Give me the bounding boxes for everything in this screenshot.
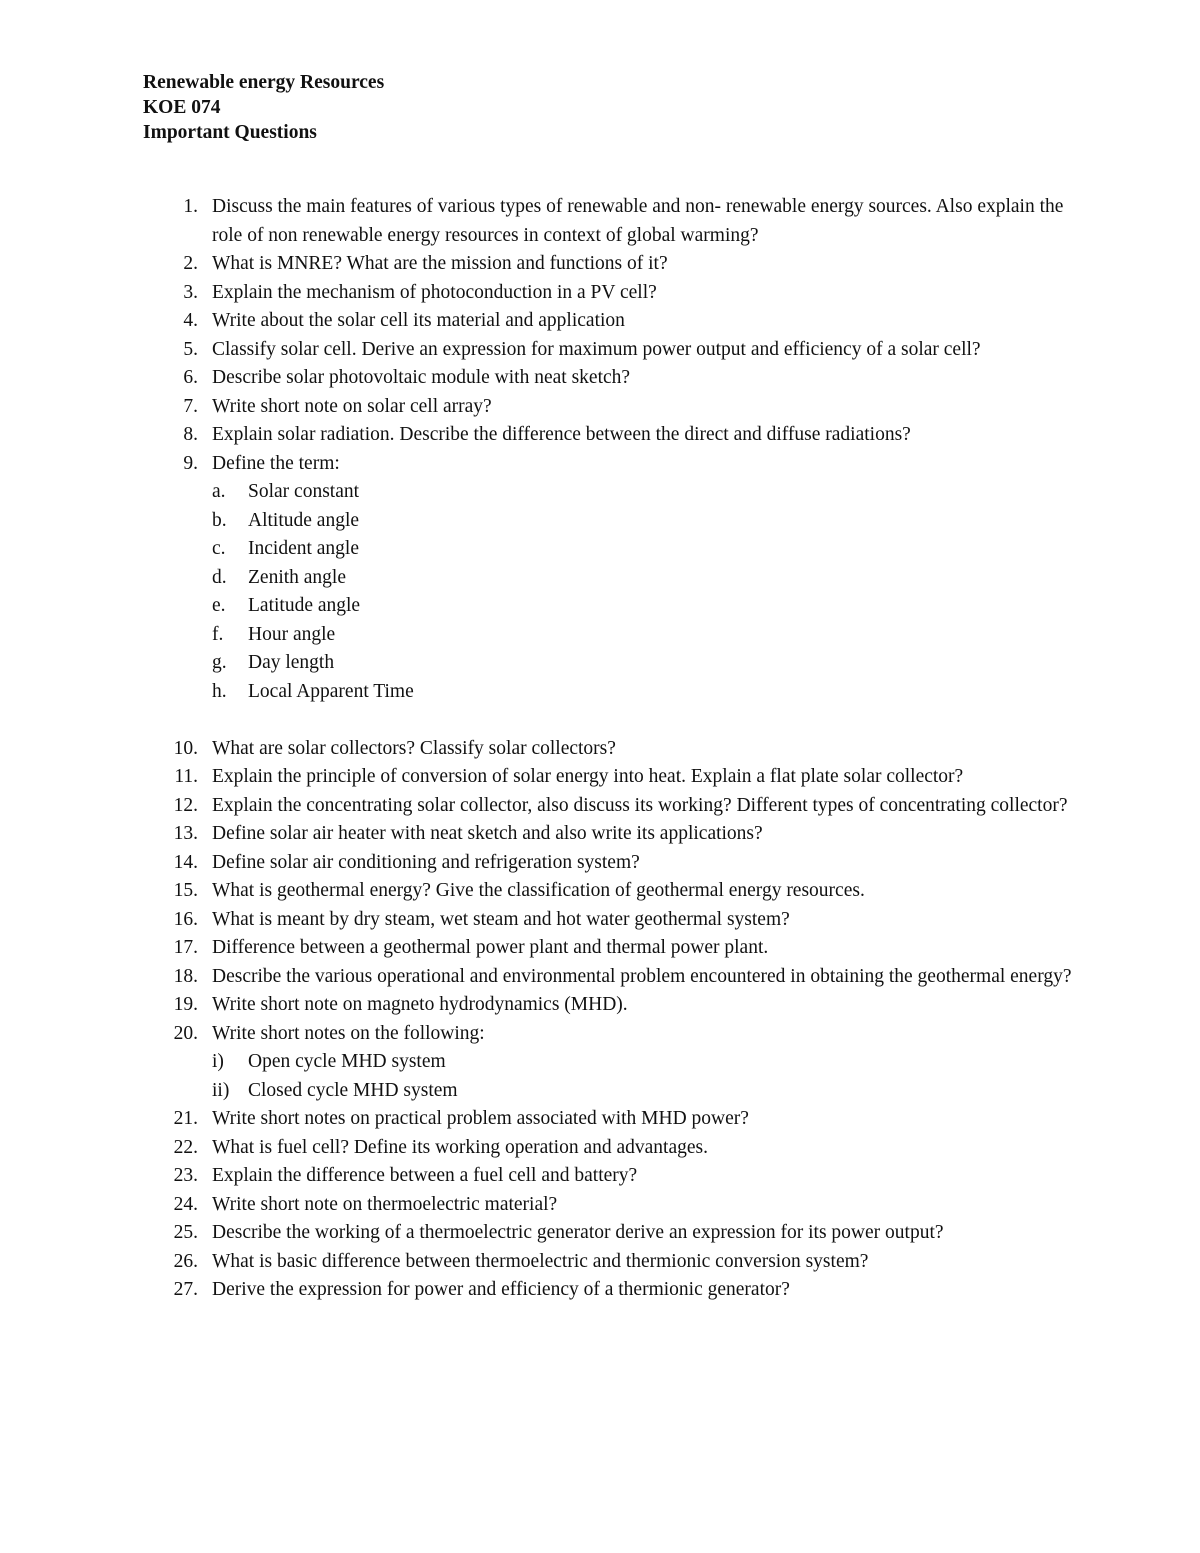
sub-item-label: d.: [212, 566, 227, 588]
question-number: 6 .: [150, 364, 198, 393]
question-text: What is meant by dry steam, wet steam and hot water geothermal system?: [212, 908, 790, 930]
question-text: Write short note on solar cell array?: [212, 395, 492, 417]
sub-item: [212, 621, 1072, 650]
sub-item-label: i): [212, 1051, 224, 1072]
question-number: 23 .: [150, 1162, 198, 1191]
document-title: Renewable energy Resources: [143, 72, 385, 93]
question-item: [0, 307, 1072, 336]
sub-item-text: Altitude angle: [248, 509, 360, 531]
sub-item-text: Local Apparent Time: [248, 680, 414, 702]
question-number: 27 .: [150, 1276, 198, 1305]
document-subtitle: Important Questions: [143, 122, 317, 143]
question-number: 1 .: [150, 193, 198, 222]
question-text: Write short notes on the following:: [212, 1022, 485, 1044]
question-item: [0, 792, 1072, 821]
question-text: Explain solar radiation. Describe the difference between the direct and diffuse radiations?: [212, 424, 911, 445]
question-item: [0, 1219, 1072, 1248]
question-number: 8 .: [150, 421, 198, 450]
question-number: 21 .: [150, 1105, 198, 1134]
sub-item-label: c.: [212, 538, 226, 559]
document-header: [143, 70, 384, 145]
question-text: Write short note on magneto hydrodynamics (MHD).: [212, 994, 628, 1015]
question-item: [0, 450, 1072, 707]
question-number: 16 .: [150, 906, 198, 935]
question-text: Describe solar photovoltaic module with neat sketch?: [212, 367, 631, 388]
question-text: Derive the expression for power and efficiency of a thermionic generator?: [212, 1279, 790, 1300]
sub-item-label: h.: [212, 680, 227, 702]
sub-item-text: Day length: [248, 652, 335, 673]
question-number: 24 .: [150, 1191, 198, 1220]
question-item: [0, 906, 1072, 935]
question-number: 26 .: [150, 1248, 198, 1277]
question-text: Describe the various operational and environmental problem encountered in obtaining the geothermal energy?: [212, 965, 1072, 987]
question-item: [0, 963, 1072, 992]
question-item: [0, 735, 1072, 764]
question-number: 18 .: [150, 963, 198, 992]
question-text: What is fuel cell? Define its working operation and advantages.: [212, 1136, 708, 1158]
question-item: [0, 934, 1072, 963]
sub-item: [212, 535, 1072, 564]
question-item: [0, 193, 1072, 250]
sub-item-text: Incident angle: [248, 538, 359, 559]
question-number: 20 .: [150, 1020, 198, 1049]
question-number: 2 .: [150, 250, 198, 279]
question-text: Explain the principle of conversion of solar energy into heat. Explain a flat plate solar collector?: [212, 766, 964, 787]
sub-item: [212, 592, 1072, 621]
question-number: 15 .: [150, 877, 198, 906]
sub-item-text: Latitude angle: [248, 595, 361, 616]
question-text: Write short note on thermoelectric material?: [212, 1193, 558, 1215]
sub-item: [212, 478, 1072, 507]
question-number: 17 .: [150, 934, 198, 963]
question-item: [0, 1134, 1072, 1163]
sub-item: [212, 564, 1072, 593]
question-item: [0, 1191, 1072, 1220]
question-number: 3 .: [150, 279, 198, 308]
question-item: [0, 991, 1072, 1020]
sub-item-list: [212, 1048, 1072, 1105]
sub-item: [212, 1077, 1072, 1106]
question-text: Explain the difference between a fuel cell and battery?: [212, 1165, 638, 1186]
sub-item-text: Closed cycle MHD system: [248, 1079, 458, 1101]
question-number: 13 .: [150, 820, 198, 849]
question-text: Difference between a geothermal power plant and thermal power plant.: [212, 937, 769, 958]
question-item: [0, 1248, 1072, 1277]
sub-item: [212, 507, 1072, 536]
sub-item-label: a.: [212, 481, 226, 502]
question-text: Write short notes on practical problem associated with MHD power?: [212, 1108, 749, 1129]
sub-item-label: f.: [212, 623, 224, 645]
sub-item: [212, 1048, 1072, 1077]
sub-item: [212, 649, 1072, 678]
sub-item: [212, 678, 1072, 707]
question-item: [0, 1162, 1072, 1191]
question-text: Define the term:: [212, 452, 340, 474]
question-number: 10 .: [150, 735, 198, 764]
question-item: [0, 250, 1072, 279]
sub-item-text: Hour angle: [248, 623, 336, 645]
question-text: Explain the concentrating solar collector, also discuss its working? Different types of concentrating collector?: [212, 794, 1068, 816]
question-item: [0, 849, 1072, 878]
question-item: [0, 1020, 1072, 1106]
question-text: Define solar air heater with neat sketch and also write its applications?: [212, 823, 763, 844]
question-text: Classify solar cell. Derive an expression for maximum power output and efficiency of a solar cell?: [212, 338, 981, 360]
sub-item-label: e.: [212, 595, 226, 616]
question-item: [0, 393, 1072, 422]
question-number: 9 .: [150, 450, 198, 479]
sub-item-label: ii): [212, 1079, 230, 1101]
question-item: [0, 1105, 1072, 1134]
question-number: 5 .: [150, 336, 198, 365]
question-item: [0, 1276, 1072, 1305]
sub-item-label: g.: [212, 652, 227, 673]
question-text: Explain the mechanism of photoconduction in a PV cell?: [212, 281, 657, 303]
question-number: 7 .: [150, 393, 198, 422]
spacer: [0, 706, 1200, 735]
question-item: [0, 820, 1072, 849]
question-text: What is MNRE? What are the mission and functions of it?: [212, 253, 668, 274]
sub-item-label: b.: [212, 509, 227, 531]
question-number: 11 .: [150, 763, 198, 792]
sub-item-list: [212, 478, 1072, 706]
sub-item-text: Zenith angle: [248, 566, 347, 588]
course-code: KOE 074: [143, 97, 221, 118]
question-number: 25 .: [150, 1219, 198, 1248]
question-text: Define solar air conditioning and refrigeration system?: [212, 851, 640, 873]
question-number: 14 .: [150, 849, 198, 878]
question-item: [0, 763, 1072, 792]
question-item: [0, 364, 1072, 393]
question-number: 19 .: [150, 991, 198, 1020]
question-number: 22 .: [150, 1134, 198, 1163]
sub-item-text: Open cycle MHD system: [248, 1051, 446, 1072]
question-number: 4 .: [150, 307, 198, 336]
question-text: Describe the working of a thermoelectric generator derive an expression for its power output?: [212, 1222, 944, 1243]
question-text: Discuss the main features of various types of renewable and non- renewable energy sources. Also explain the role of non renewable energy resources in context of global warming?: [212, 196, 1064, 246]
question-text: Write about the solar cell its material and application: [212, 310, 625, 331]
question-text: What is geothermal energy? Give the classification of geothermal energy resources.: [212, 880, 865, 901]
question-item: [0, 877, 1072, 906]
question-text: What are solar collectors? Classify solar collectors?: [212, 737, 616, 759]
question-item: [0, 421, 1072, 450]
question-text: What is basic difference between thermoelectric and thermionic conversion system?: [212, 1250, 869, 1272]
sub-item-text: Solar constant: [248, 481, 360, 502]
question-number: 12 .: [150, 792, 198, 821]
question-item: [0, 336, 1072, 365]
question-list: [0, 193, 1200, 1305]
question-item: [0, 279, 1072, 308]
